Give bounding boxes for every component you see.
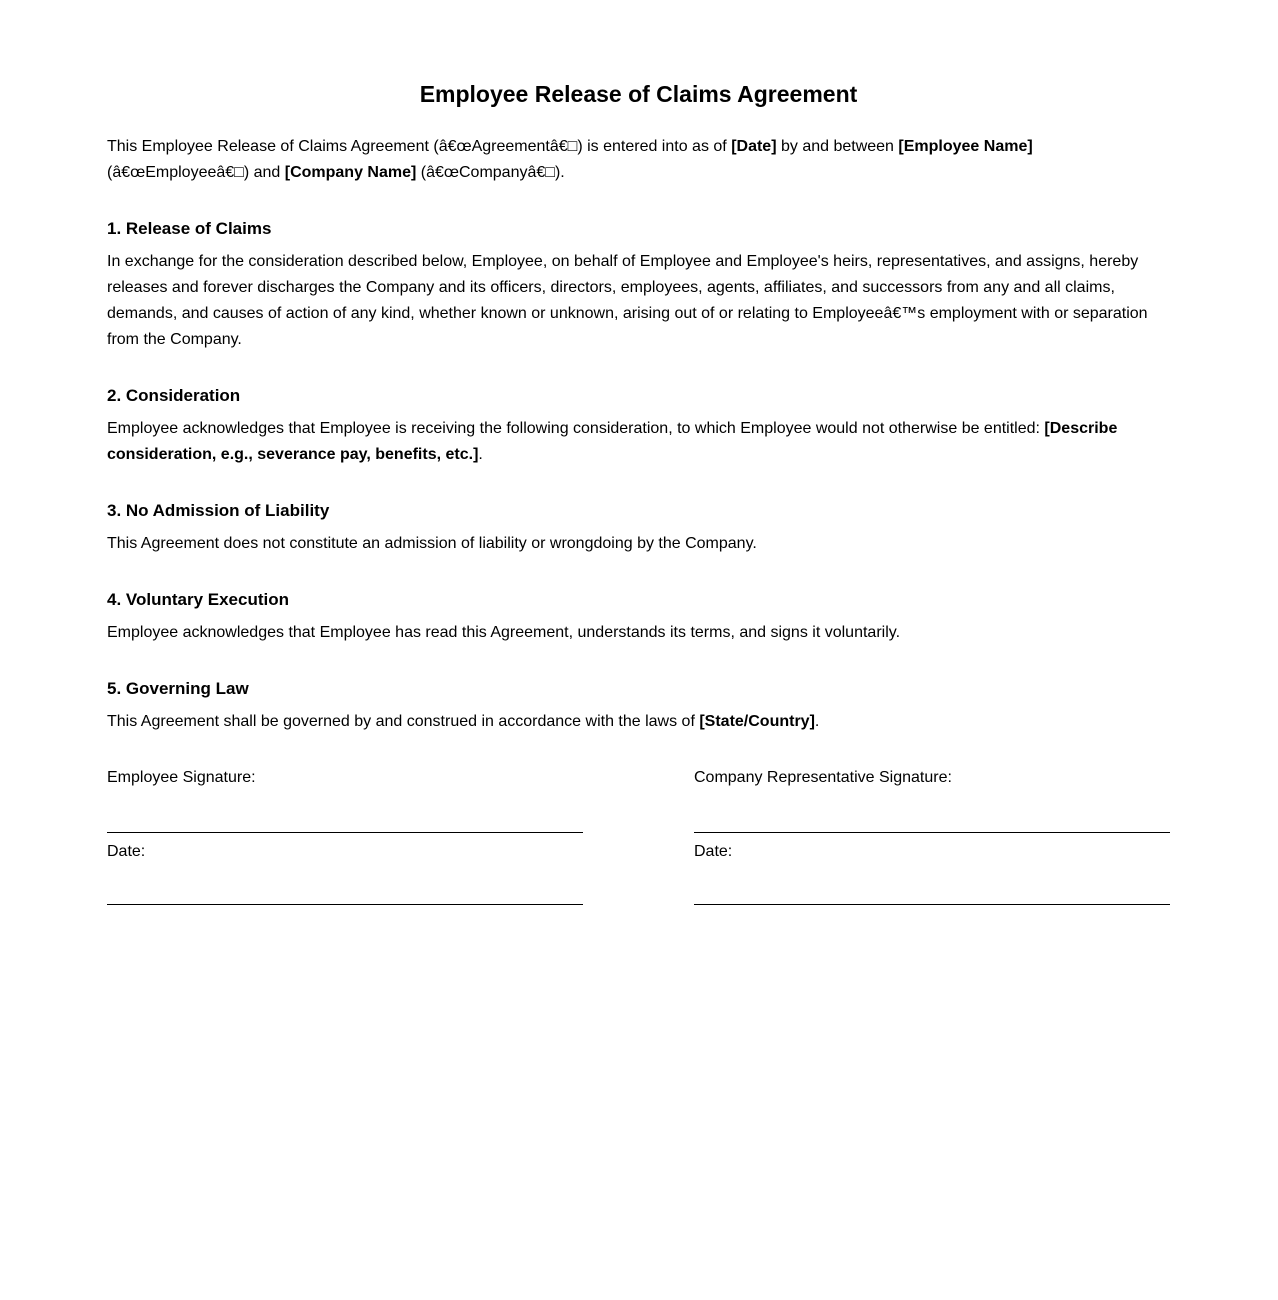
company-signature-line <box>694 791 1170 833</box>
company-signature-block <box>694 765 1170 905</box>
employee-signature-block <box>107 765 583 905</box>
signature-section <box>107 765 1170 905</box>
section-heading-voluntary-execution: 4. Voluntary Execution <box>107 590 290 609</box>
employee-date-line <box>107 865 583 905</box>
section-body-consideration: Employee acknowledges that Employee is receiving the following consideration, to which Employee would not otherwise be entitled: [Describe consideration, e.g., severance pay, benefits, etc.]. <box>107 420 1118 463</box>
company-signature-label: Company Representative Signature: <box>694 769 952 786</box>
intro-paragraph: This Employee Release of Claims Agreement (â€œAgreementâ€□) is entered into as of [Date] by and between [Employee Name] (â€œEmployeeâ€□) and [Company Name] (â€œCompanyâ€□). <box>107 138 1033 181</box>
section-heading-no-admission: 3. No Admission of Liability <box>107 501 330 520</box>
employee-date-label: Date: <box>107 843 146 860</box>
section-body-no-admission: This Agreement does not constitute an admission of liability or wrongdoing by the Company. <box>107 535 757 552</box>
employee-signature-label: Employee Signature: <box>107 769 256 786</box>
document-title: Employee Release of Claims Agreement <box>419 81 858 107</box>
company-date-label: Date: <box>694 843 733 860</box>
section-heading-governing-law: 5. Governing Law <box>107 679 249 698</box>
employee-signature-line <box>107 791 583 833</box>
section-heading-release-of-claims: 1. Release of Claims <box>107 219 272 238</box>
company-date-line <box>694 865 1170 905</box>
section-body-release-of-claims: In exchange for the consideration described below, Employee, on behalf of Employee and Employee's heirs, representatives, and assigns, hereby releases and forever discharges the Company and its officers, directors, employees, agents, affiliates, and successors from any and all claims, demands, and causes of action of any kind, whether known or unknown, arising out of or relating to Employeeâ€™s employment with or separation from the Company. <box>107 253 1148 348</box>
section-body-governing-law: This Agreement shall be governed by and construed in accordance with the laws of [State/Country]. <box>107 713 820 730</box>
section-body-voluntary-execution: Employee acknowledges that Employee has read this Agreement, understands its terms, and signs it voluntarily. <box>107 624 901 641</box>
section-heading-consideration: 2. Consideration <box>107 386 241 405</box>
